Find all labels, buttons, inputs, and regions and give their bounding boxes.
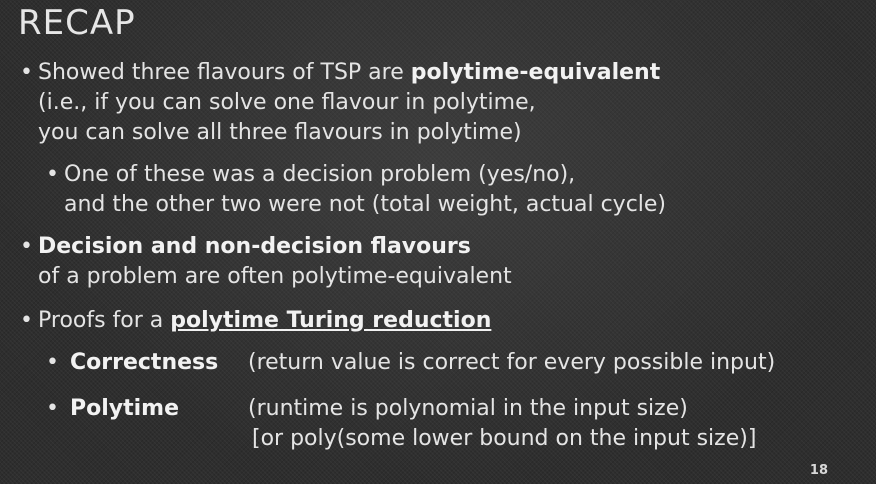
- bullet-dot: •: [20, 308, 33, 333]
- bullet-tsp-flavours: [38, 58, 660, 148]
- correctness-desc: (return value is correct for every possible input): [248, 350, 776, 375]
- bullet-tsp-line-2: (i.e., if you can solve one flavour in polytime,: [38, 90, 536, 115]
- sub-bullet-correctness: [70, 348, 775, 378]
- bullet-proofs-link-text: polytime Turing reduction: [170, 308, 492, 333]
- bullet-proofs-text: Proofs for a: [38, 308, 171, 333]
- slide-title: RECAP: [18, 3, 136, 43]
- bullet-decision-flavours: [38, 232, 512, 292]
- bullet-dot: •: [20, 60, 33, 85]
- bullet-decision-bold: Decision and non-decision flavours: [38, 234, 471, 259]
- sub-bullet-dot: •: [46, 350, 59, 375]
- sub-bullet-polytime-line-1: [70, 394, 756, 424]
- sub-bullet-decision-line-1: One of these was a decision problem (yes/no),: [64, 162, 576, 187]
- bullet-tsp-bold: polytime-equivalent: [410, 60, 661, 85]
- sub-bullet-dot: •: [46, 162, 59, 187]
- polytime-term: Polytime: [70, 396, 180, 421]
- bullet-dot: •: [20, 234, 33, 259]
- bullet-decision-line-2: of a problem are often polytime-equivalent: [38, 264, 512, 289]
- polytime-desc-line-2: [or poly(some lower bound on the input size)]: [252, 426, 757, 451]
- sub-bullet-correctness-line: [70, 348, 775, 378]
- page-number: 18: [809, 463, 828, 478]
- correctness-term: Correctness: [70, 350, 219, 375]
- bullet-tsp-line-1: [38, 58, 660, 88]
- sub-bullet-decision-problem: [64, 160, 666, 220]
- bullet-proofs: [38, 306, 491, 336]
- sub-bullet-dot: •: [46, 396, 59, 421]
- bullet-proofs-line: [38, 306, 491, 336]
- polytime-desc: (runtime is polynomial in the input size): [248, 396, 688, 421]
- sub-bullet-decision-line-2: and the other two were not (total weight, actual cycle): [64, 192, 667, 217]
- bullet-tsp-line-3: you can solve all three flavours in polytime): [38, 120, 522, 145]
- sub-bullet-polytime: [70, 394, 756, 454]
- bullet-tsp-text: Showed three flavours of TSP are: [38, 60, 411, 85]
